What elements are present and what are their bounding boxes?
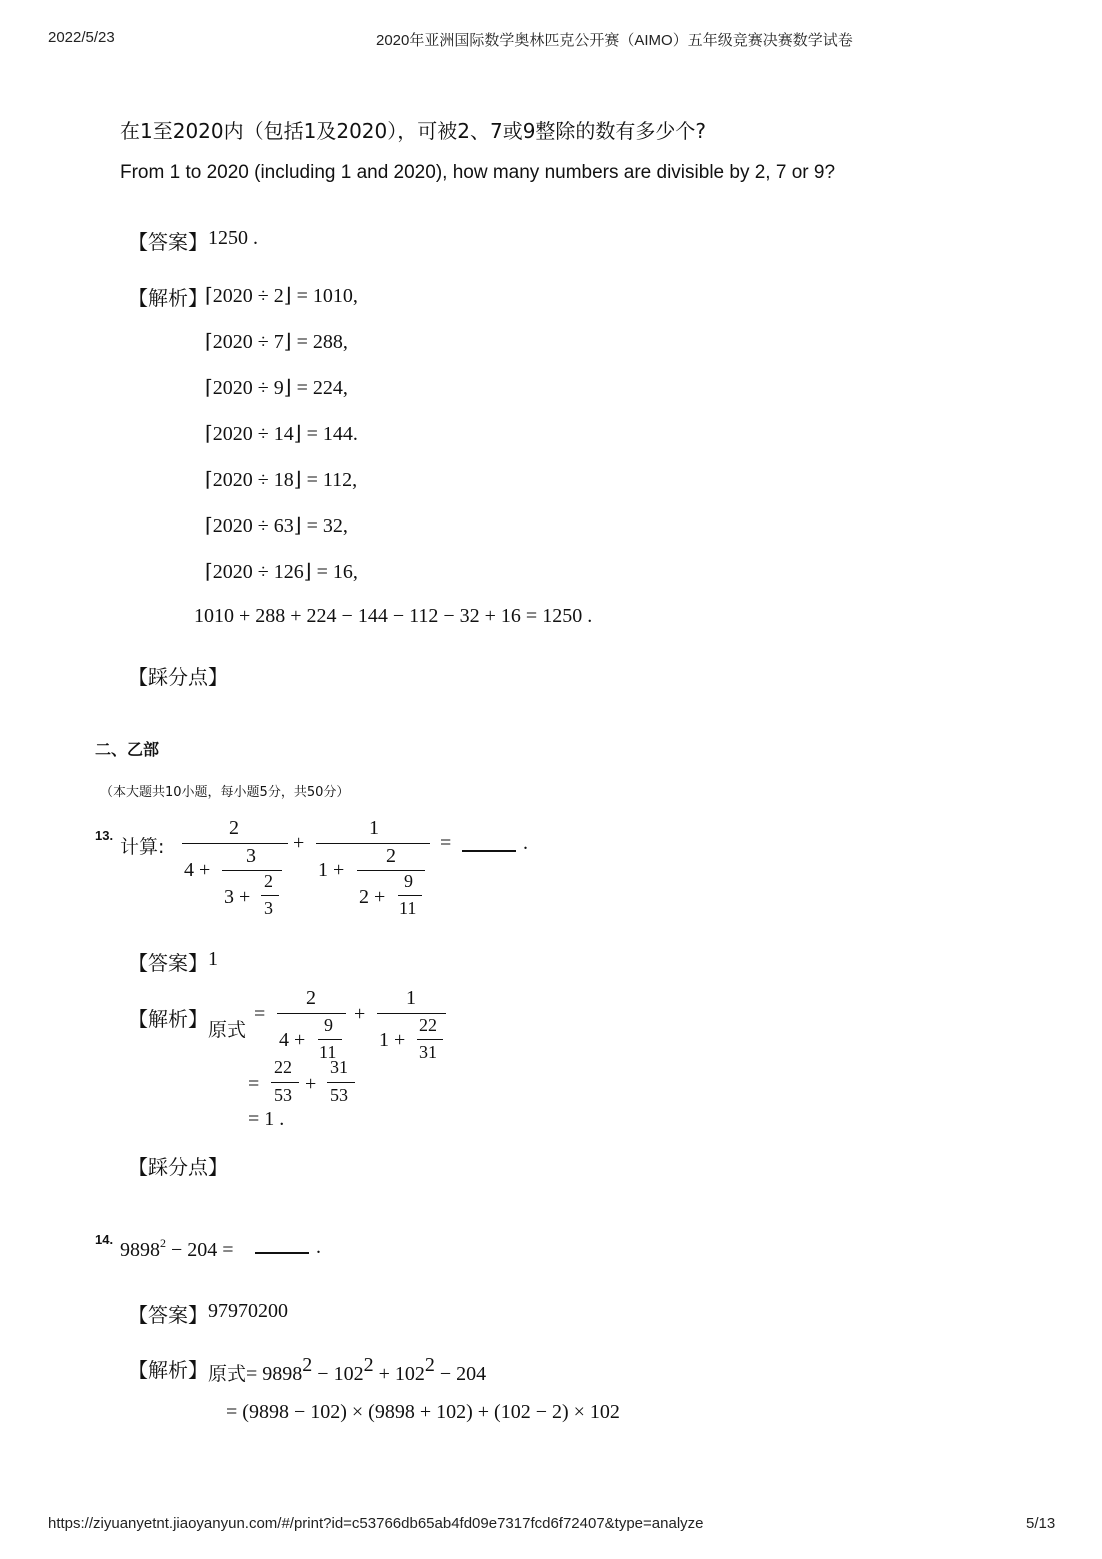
print-date: 2022/5/23 <box>48 29 115 46</box>
q13-period: . <box>523 832 528 854</box>
q13-a-f2-den-int: 1 + <box>379 1029 406 1051</box>
q14-number: 14. <box>95 1232 114 1247</box>
q13-number: 13. <box>95 828 114 843</box>
q14-l1-d: − 204 <box>439 1363 487 1385</box>
q12-answer-label: 【答案】 <box>128 230 208 254</box>
q14-answer-blank <box>255 1252 309 1254</box>
q13-a-f2-bar <box>377 1013 446 1014</box>
q13-answer-blank <box>462 850 516 852</box>
q14-analysis-line2: = (9898 − 102) × (9898 + 102) + (102 − 2) × 102 <box>226 1401 620 1423</box>
q13-frac1-inner-bar <box>222 870 282 871</box>
q13-a-f1-inner-bar <box>318 1039 342 1040</box>
q13-frac2-deep-den: 11 <box>399 898 417 918</box>
q13-a-f4-bar <box>327 1082 355 1083</box>
q13-a-plus1: + <box>354 1003 366 1025</box>
q13-a-f2-inner-num: 22 <box>419 1015 437 1035</box>
q14-analysis-line1 <box>208 1354 486 1386</box>
q13-frac1-num: 2 <box>229 817 239 839</box>
q13-frac2-num: 1 <box>369 817 379 839</box>
q13-frac1-inner-den-int: 3 + <box>224 886 251 908</box>
q14-orig-label: 原式 <box>208 1363 247 1385</box>
q12-step-5: ⌈2020 ÷ 18⌋ = 112, <box>205 469 358 491</box>
q14-rest: − 204 = <box>171 1239 234 1261</box>
q13-a-f1-den-int: 4 + <box>279 1029 306 1051</box>
q13-frac2-bar <box>316 843 430 844</box>
q13-answer-label: 【答案】 <box>128 951 208 975</box>
q14-l1-c-exp: 2 <box>424 1354 435 1376</box>
q13-a-f4-den: 53 <box>330 1085 348 1105</box>
q14-l1-a-exp: 2 <box>302 1354 313 1376</box>
q13-orig-label: 原式 <box>208 1019 247 1041</box>
q12-points-label: 【踩分点】 <box>128 665 228 689</box>
q13-a-result: = 1 . <box>248 1108 285 1130</box>
q14-exponent: 2 <box>160 1236 166 1250</box>
q13-a-f1-inner-num: 9 <box>324 1015 333 1035</box>
page-number: 5/13 <box>1026 1515 1056 1532</box>
q13-plus: + <box>293 832 305 854</box>
q13-frac1-deep-num: 2 <box>264 871 273 891</box>
q12-step-2: ⌈2020 ÷ 7⌋ = 288, <box>205 331 348 353</box>
q14-answer-value: 97970200 <box>208 1300 288 1322</box>
document-title: 2020年亚洲国际数学奥林匹克公开赛（AIMO）五年级竞赛决赛数学试卷 <box>376 32 853 49</box>
q13-a-plus2: + <box>305 1073 317 1095</box>
q13-frac2-deep-bar <box>398 895 422 896</box>
q13-answer-value: 1 <box>208 948 218 970</box>
section-note: （本大题共10小题，每小题5分，共50分） <box>100 785 350 800</box>
q13-frac2-inner-num: 2 <box>386 845 396 867</box>
q13-frac1-deep-den: 3 <box>264 898 273 918</box>
q12-question-en: From 1 to 2020 (including 1 and 2020), how many numbers are divisible by 2, 7 or 9? <box>120 162 836 183</box>
q13-frac2-den-int: 1 + <box>318 859 345 881</box>
q12-answer-value: 1250 . <box>208 227 258 249</box>
q13-a-eq1: = <box>254 1003 266 1025</box>
q13-equals: = <box>440 832 452 854</box>
q13-a-eq2: = <box>248 1073 260 1095</box>
q12-step-6: ⌈2020 ÷ 63⌋ = 32, <box>205 515 348 537</box>
q14-l1-b-exp: 2 <box>363 1354 374 1376</box>
q13-analysis-label: 【解析】 <box>128 1007 208 1031</box>
q14-period: . <box>316 1236 321 1258</box>
q12-step-sum: 1010 + 288 + 224 − 144 − 112 − 32 + 16 = 1250 . <box>194 605 593 627</box>
q13-a-f3-bar <box>271 1082 299 1083</box>
q13-a-f1-num: 2 <box>306 987 316 1009</box>
q13-frac1-deep-bar <box>261 895 279 896</box>
section-title: 二、乙部 <box>95 740 160 759</box>
q12-question-cn: 在1至2020内（包括1及2020），可被2、7或9整除的数有多少个? <box>120 119 707 143</box>
q13-frac1-den-int: 4 + <box>184 859 211 881</box>
q13-frac1-inner-num: 3 <box>246 845 256 867</box>
q13-points-label: 【踩分点】 <box>128 1155 228 1179</box>
q13-a-f1-inner-den: 11 <box>319 1042 337 1062</box>
footer-url: https://ziyuanyetnt.jiaoyanyun.com/#/print?id=c53766db65ab4fd09e7317fcd6f72407&type=analyze <box>48 1515 704 1532</box>
q13-frac2-inner-den-int: 2 + <box>359 886 386 908</box>
q13-frac2-inner-bar <box>357 870 425 871</box>
q13-frac2-deep-num: 9 <box>404 871 413 891</box>
q12-step-4: ⌈2020 ÷ 14⌋ = 144. <box>205 423 358 445</box>
q13-prompt: 计算: <box>120 836 165 858</box>
q12-step-7: ⌈2020 ÷ 126⌋ = 16, <box>205 561 358 583</box>
q13-a-f3-den: 53 <box>274 1085 292 1105</box>
q12-step-1: ⌈2020 ÷ 2⌋ = 1010, <box>205 285 358 307</box>
q13-a-f2-num: 1 <box>406 987 416 1009</box>
q14-l1-b: − 102 <box>317 1363 364 1385</box>
q12-step-3: ⌈2020 ÷ 9⌋ = 224, <box>205 377 348 399</box>
q13-frac1-bar <box>182 843 288 844</box>
q13-a-f4-num: 31 <box>330 1057 348 1077</box>
q13-a-f3-num: 22 <box>274 1057 292 1077</box>
q13-a-f1-bar <box>277 1013 346 1014</box>
q14-answer-label: 【答案】 <box>128 1303 208 1327</box>
q14-l1-c: + 102 <box>378 1363 425 1385</box>
q14-analysis-label: 【解析】 <box>128 1358 208 1382</box>
q14-base: 9898 <box>120 1239 160 1261</box>
q13-a-f2-inner-bar <box>417 1039 443 1040</box>
q13-a-f2-inner-den: 31 <box>419 1042 437 1062</box>
q12-analysis-label: 【解析】 <box>128 286 208 310</box>
q14-l1-a: = 9898 <box>246 1363 303 1385</box>
q14-expression <box>120 1236 234 1262</box>
